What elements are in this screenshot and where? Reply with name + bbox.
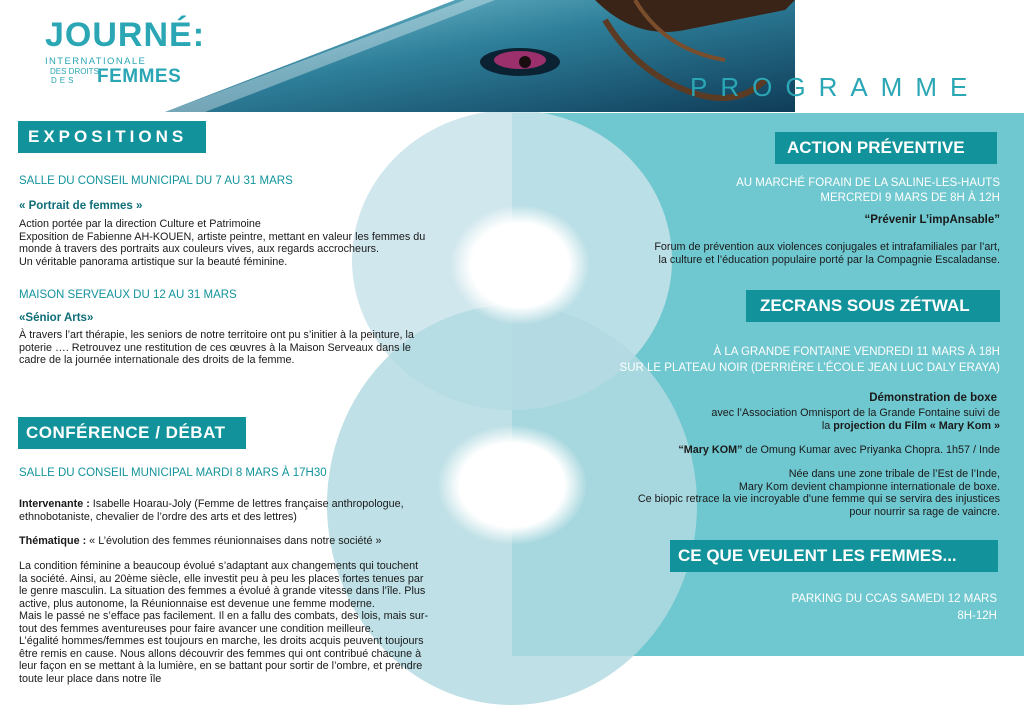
logo-line-droits: DES DROITS — [50, 67, 99, 76]
text-line: le genre masculin. La situation des femmes a évolué à grande vitesse dans l’île. Plus — [19, 585, 426, 597]
femmes-venue-2: 8H-12H — [957, 610, 997, 622]
event-description-senior-arts — [19, 329, 414, 367]
expositions-venue-2: MAISON SERVEAUX DU 12 AU 31 MARS — [19, 289, 237, 301]
conference-heading: CONFÉRENCE / DÉBAT — [18, 417, 246, 449]
text-line: Mary Kom devient championne internationale de boxe. — [738, 480, 1000, 493]
femmes-venue-1: PARKING DU CCAS SAMEDI 12 MARS — [791, 593, 997, 605]
text-line: monde à travers des portraits aux couleurs vives, aux regards accrocheurs. — [19, 243, 380, 255]
boxing-demo-description — [711, 407, 1000, 432]
text-line: cadre de la journée internationale des droits de la femme. — [19, 354, 295, 366]
theme-text: « L’évolution des femmes réunionnaises dans notre société » — [86, 535, 382, 547]
event-description-portrait — [19, 218, 425, 268]
theme-label: Thématique : — [19, 535, 87, 547]
film-projection-label: projection du Film « Mary Kom » — [833, 419, 1000, 432]
action-venue-2: MERCREDI 9 MARS DE 8H À 12H — [820, 192, 1000, 204]
text-line: Exposition de Fabienne AH-KOUEN, artiste peintre, mettant en valeur les femmes du — [19, 230, 426, 243]
zecrans-heading: ZECRANS SOUS ZÉTWAL — [746, 290, 1000, 322]
text-line: avec l’Association Omnisport de la Grande Fontaine suivi de — [711, 407, 1000, 419]
conference-speaker — [19, 498, 404, 523]
event-logo — [45, 16, 206, 90]
logo-line-des: DES — [51, 76, 77, 85]
text-line: L’égalité hommes/femmes est toujours en marche, les droits acquis peuvent toujours — [19, 635, 424, 647]
conference-description — [19, 560, 428, 685]
text-line: poterie …. Retrouvez une restitution de ces œuvres à la Maison Serveaux dans le — [19, 341, 411, 354]
text-line: Ce biopic retrace la vie incroyable d'une femme qui se servira des injustices — [637, 493, 1000, 505]
film-credit-text: de Omung Kumar avec Priyanka Chopra. 1h57 / Inde — [742, 444, 1000, 456]
text-line: la société. Ainsi, au 20ème siècle, elle investit peu à peu les places fortes tenues par — [19, 572, 424, 585]
text-line: Née dans une zone tribale de l’Est de l’Inde, — [788, 468, 1000, 480]
text-line: être remis en cause. Nous allons découvrir des femmes qui ont contribué chacune à — [19, 647, 422, 660]
text-line: tout des femmes aventureuses pour faire avancer une condition meilleure. — [19, 622, 374, 635]
zecrans-venue-1: À LA GRANDE FONTAINE VENDREDI 11 MARS À 18H — [713, 346, 1000, 358]
zecrans-venue-2: SUR LE PLATEAU NOIR (DERRIÈRE L’ÉCOLE JEAN LUC DALY ERAYA) — [619, 362, 1000, 374]
conference-venue: SALLE DU CONSEIL MUNICIPAL MARDI 8 MARS À 17H30 — [19, 467, 327, 479]
film-synopsis — [638, 468, 1000, 518]
action-preventive-heading: ACTION PRÉVENTIVE — [775, 132, 997, 164]
text-line: pour nourrir sa rage de vaincre. — [849, 505, 1000, 518]
action-event-title: “Prévenir L’impAnsable” — [864, 214, 1000, 226]
logo-subtitle: INTERNATIONALE — [45, 56, 147, 67]
text-line: La condition féminine a beaucoup évolué s’adaptant aux changements qui touchent — [19, 560, 419, 572]
event-title-senior-arts: «Sénior Arts» — [19, 312, 94, 324]
text-line: Mais le passé ne s’efface pas facilement. Il en a fallu des combats, des lois, mais sur- — [19, 610, 429, 622]
expositions-heading: EXPOSITIONS — [18, 121, 206, 153]
page-title: PROGRAMME — [690, 72, 981, 102]
speaker-detail: ethnobotaniste, chevalier de l’ordre des arts et des lettres) — [19, 510, 297, 523]
text-line: À travers l’art thérapie, les seniors de notre territoire ont pu s’initier à la peinture, la — [19, 329, 414, 341]
text-line: toute leur place dans notre île — [19, 672, 162, 685]
logo-femmes: FEMMES — [97, 66, 182, 87]
film-title: “Mary KOM” — [678, 444, 743, 456]
event-title-portrait: « Portrait de femmes » — [19, 200, 143, 212]
action-venue-1: AU MARCHÉ FORAIN DE LA SALINE-LES-HAUTS — [736, 177, 1000, 189]
conference-theme — [19, 535, 381, 548]
expositions-venue-1: SALLE DU CONSEIL MUNICIPAL DU 7 AU 31 MARS — [19, 175, 293, 187]
speaker-name: Isabelle Hoarau-Joly (Femme de lettres française anthropologue, — [89, 498, 404, 510]
text-line: leur façon en se mettant à la lumière, en se battant pour sortir de l’ombre, et prendre — [19, 660, 423, 672]
femmes-heading: CE QUE VEULENT LES FEMMES... — [670, 540, 998, 572]
text-line: Action portée par la direction Culture et Patrimoine — [19, 218, 261, 230]
text-line: active, plus autonome, la Réunionnaise est devenue une femme moderne. — [19, 597, 375, 610]
boxing-demo-title: Démonstration de boxe — [869, 392, 997, 404]
text-line: Un véritable panorama artistique sur la beauté féminine. — [19, 255, 288, 268]
logo-main-text: JOURNÉ: — [45, 16, 206, 54]
speaker-label: Intervenante : — [19, 498, 90, 510]
text-line: la culture et l’éducation populaire porté par la Compagnie Escaladanse. — [658, 253, 1000, 266]
text-line: Forum de prévention aux violences conjugales et intrafamiliales par l’art, — [654, 241, 1000, 253]
action-description — [654, 241, 1000, 266]
text-prefix: la — [821, 419, 834, 432]
film-credit — [678, 444, 1000, 457]
